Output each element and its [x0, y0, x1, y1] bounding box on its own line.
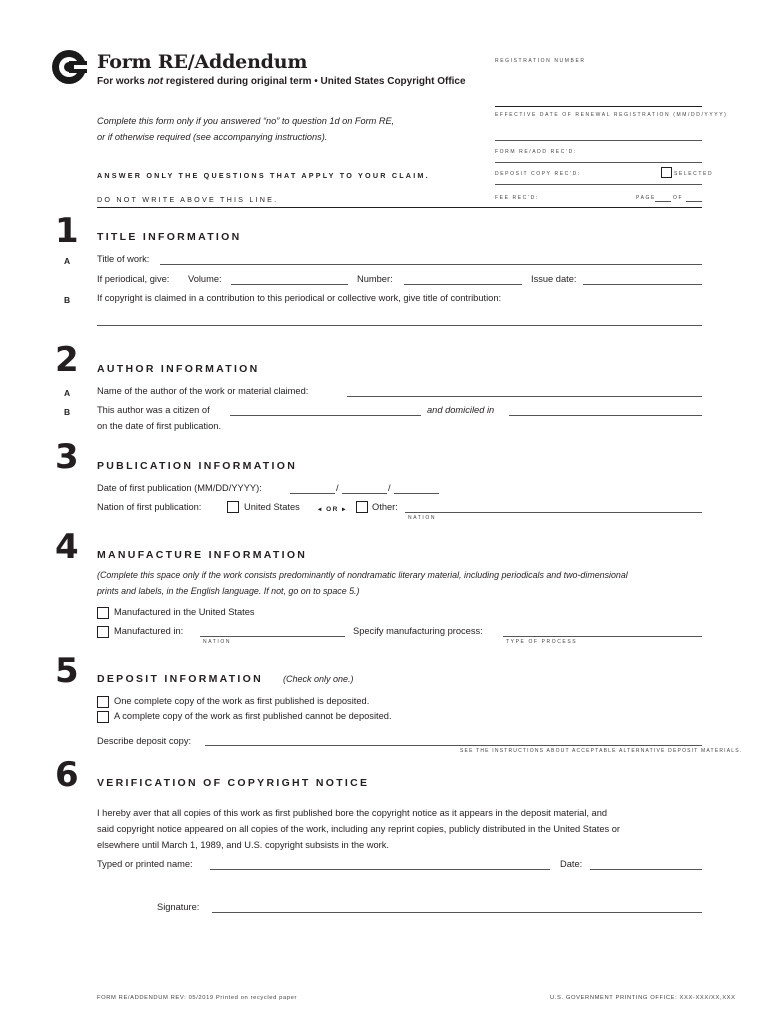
answer-note: ANSWER ONLY THE QUESTIONS THAT APPLY TO YOUR CLAIM. [97, 171, 430, 180]
typed-name-label: Typed or printed name: [97, 859, 193, 869]
page-label: PAGE [636, 195, 656, 201]
of-label: OF [673, 195, 684, 201]
manufactured-nation-field[interactable] [200, 636, 345, 637]
first-publication-label: on the date of first publication. [97, 421, 222, 431]
section-5-heading: DEPOSIT INFORMATION [97, 673, 264, 685]
nation-label: Nation of first publication: [97, 502, 202, 512]
footer-printing-office: U.S. GOVERNMENT PRINTING OFFICE: XXX-XXX/XX,XXX [550, 995, 736, 1001]
deposit-incomplete-checkbox[interactable] [97, 711, 109, 723]
united-states-checkbox[interactable] [227, 501, 239, 513]
author-name-field[interactable] [347, 396, 702, 397]
section-1-heading: TITLE INFORMATION [97, 231, 242, 243]
section-6-heading: VERIFICATION OF COPYRIGHT NOTICE [97, 777, 370, 789]
of-line [686, 201, 702, 202]
title-of-work-field[interactable] [160, 264, 702, 265]
publication-month-field[interactable] [290, 493, 335, 494]
publication-date-label: Date of first publication (MM/DD/YYYY): [97, 483, 262, 493]
manufactured-us-label: Manufactured in the United States [114, 607, 255, 617]
other-nation-field[interactable] [405, 512, 702, 513]
publication-day-field[interactable] [342, 493, 387, 494]
top-rule [97, 207, 702, 208]
publication-year-field[interactable] [394, 493, 439, 494]
registration-number-line [495, 106, 702, 107]
manufactured-us-checkbox[interactable] [97, 607, 109, 619]
section-2-number: 2 [55, 340, 79, 380]
issue-date-label: Issue date: [531, 274, 577, 284]
section-1-number: 1 [55, 211, 79, 251]
date-slash: / [388, 483, 391, 493]
united-states-label: United States [244, 502, 300, 512]
divider [495, 162, 702, 163]
author-name-label: Name of the author of the work or material claimed: [97, 386, 309, 396]
section-4-number: 4 [55, 527, 79, 567]
specify-process-label: Specify manufacturing process: [353, 626, 483, 636]
deposit-complete-label: One complete copy of the work as first published is deposited. [114, 696, 370, 706]
section-4-heading: MANUFACTURE INFORMATION [97, 549, 308, 561]
form-title: Form RE/Addendum [97, 51, 308, 73]
number-label: Number: [357, 274, 393, 284]
section-3-number: 3 [55, 437, 79, 477]
section-3-heading: PUBLICATION INFORMATION [97, 460, 298, 472]
divider [495, 184, 702, 185]
form-subtitle: For works not registered during original term • United States Copyright Office [97, 76, 466, 87]
intro-text: Complete this form only if you answered “no” to question 1d on Form RE, or if otherwise required (see accompanying instructions). [97, 116, 395, 142]
typed-name-field[interactable] [210, 869, 550, 870]
registration-number-label: REGISTRATION NUMBER [495, 58, 586, 64]
page-line [655, 201, 671, 202]
section-6-number: 6 [55, 755, 79, 795]
domiciled-label: and domiciled in [427, 405, 495, 415]
selected-label: SELECTED [674, 171, 714, 177]
effective-date-label: EFFECTIVE DATE OF RENEWAL REGISTRATION (MM/DD/YYYY) [495, 112, 728, 118]
contribution-field[interactable] [97, 325, 702, 326]
see-instructions-note: SEE THE INSTRUCTIONS ABOUT ACCEPTABLE ALTERNATIVE DEPOSIT MATERIALS. [460, 748, 743, 754]
nation-caption: NATION [408, 515, 437, 521]
other-nation-checkbox[interactable] [356, 501, 368, 513]
section-2-heading: AUTHOR INFORMATION [97, 363, 260, 375]
describe-deposit-label: Describe deposit copy: [97, 736, 192, 746]
signature-field[interactable] [212, 912, 702, 913]
manufactured-in-checkbox[interactable] [97, 626, 109, 638]
nation-caption: NATION [203, 639, 232, 645]
do-not-write-note: DO NOT WRITE ABOVE THIS LINE. [97, 195, 279, 204]
process-field[interactable] [503, 636, 702, 637]
deposit-complete-checkbox[interactable] [97, 696, 109, 708]
contribution-label: If copyright is claimed in a contribution to this periodical or collective work, give title of contribution: [97, 293, 502, 303]
copyright-logo-icon [52, 50, 86, 84]
title-of-work-label: Title of work: [97, 254, 150, 264]
date-slash: / [336, 483, 339, 493]
selected-checkbox[interactable] [661, 167, 672, 178]
volume-field[interactable] [231, 284, 348, 285]
manufacture-note: (Complete this space only if the work consists predominantly of nondramatic literary material, including periodicals and two-dimensional prints and labels, in the English language. If not, go on to space 5.) [97, 570, 628, 596]
form-recd-label: FORM RE/ADD REC’D: [495, 149, 577, 155]
deposit-incomplete-label: A complete copy of the work as first published cannot be deposited. [114, 711, 392, 721]
date-label: Date: [560, 859, 583, 869]
footer-form-info: FORM RE/ADDENDUM REV: 05/2019 Printed on recycled paper [97, 995, 297, 1001]
check-one-note: (Check only one.) [283, 674, 354, 684]
section-2a-letter: A [64, 388, 71, 398]
section-2b-letter: B [64, 407, 71, 417]
process-caption: TYPE OF PROCESS [506, 639, 578, 645]
issue-date-field[interactable] [583, 284, 702, 285]
number-field[interactable] [404, 284, 522, 285]
section-1b-letter: B [64, 295, 71, 305]
or-label: ◂ OR ▸ [318, 506, 347, 513]
manufactured-in-label: Manufactured in: [114, 626, 184, 636]
describe-deposit-field[interactable] [205, 745, 702, 746]
divider [495, 140, 702, 141]
section-5-number: 5 [55, 651, 79, 691]
citizen-field[interactable] [230, 415, 421, 416]
signature-label: Signature: [157, 902, 200, 912]
deposit-recd-label: DEPOSIT COPY REC’D: [495, 171, 581, 177]
domiciled-field[interactable] [509, 415, 702, 416]
citizen-label: This author was a citizen of [97, 405, 210, 415]
section-1a-letter: A [64, 256, 71, 266]
other-label: Other: [372, 502, 398, 512]
volume-label: Volume: [188, 274, 222, 284]
verification-statement: I hereby aver that all copies of this work as first published bore the copyright notice as it appears in the deposit material, and said copyright notice appeared on all copies of the work, including any reprint copies, publicly distributed in the United States or elsewhere until March 1, 1989, and U.S. copyright subsists in the work. [97, 808, 620, 850]
date-field[interactable] [590, 869, 702, 870]
fee-recd-label: FEE REC’D: [495, 195, 539, 201]
periodical-label: If periodical, give: [97, 274, 170, 284]
